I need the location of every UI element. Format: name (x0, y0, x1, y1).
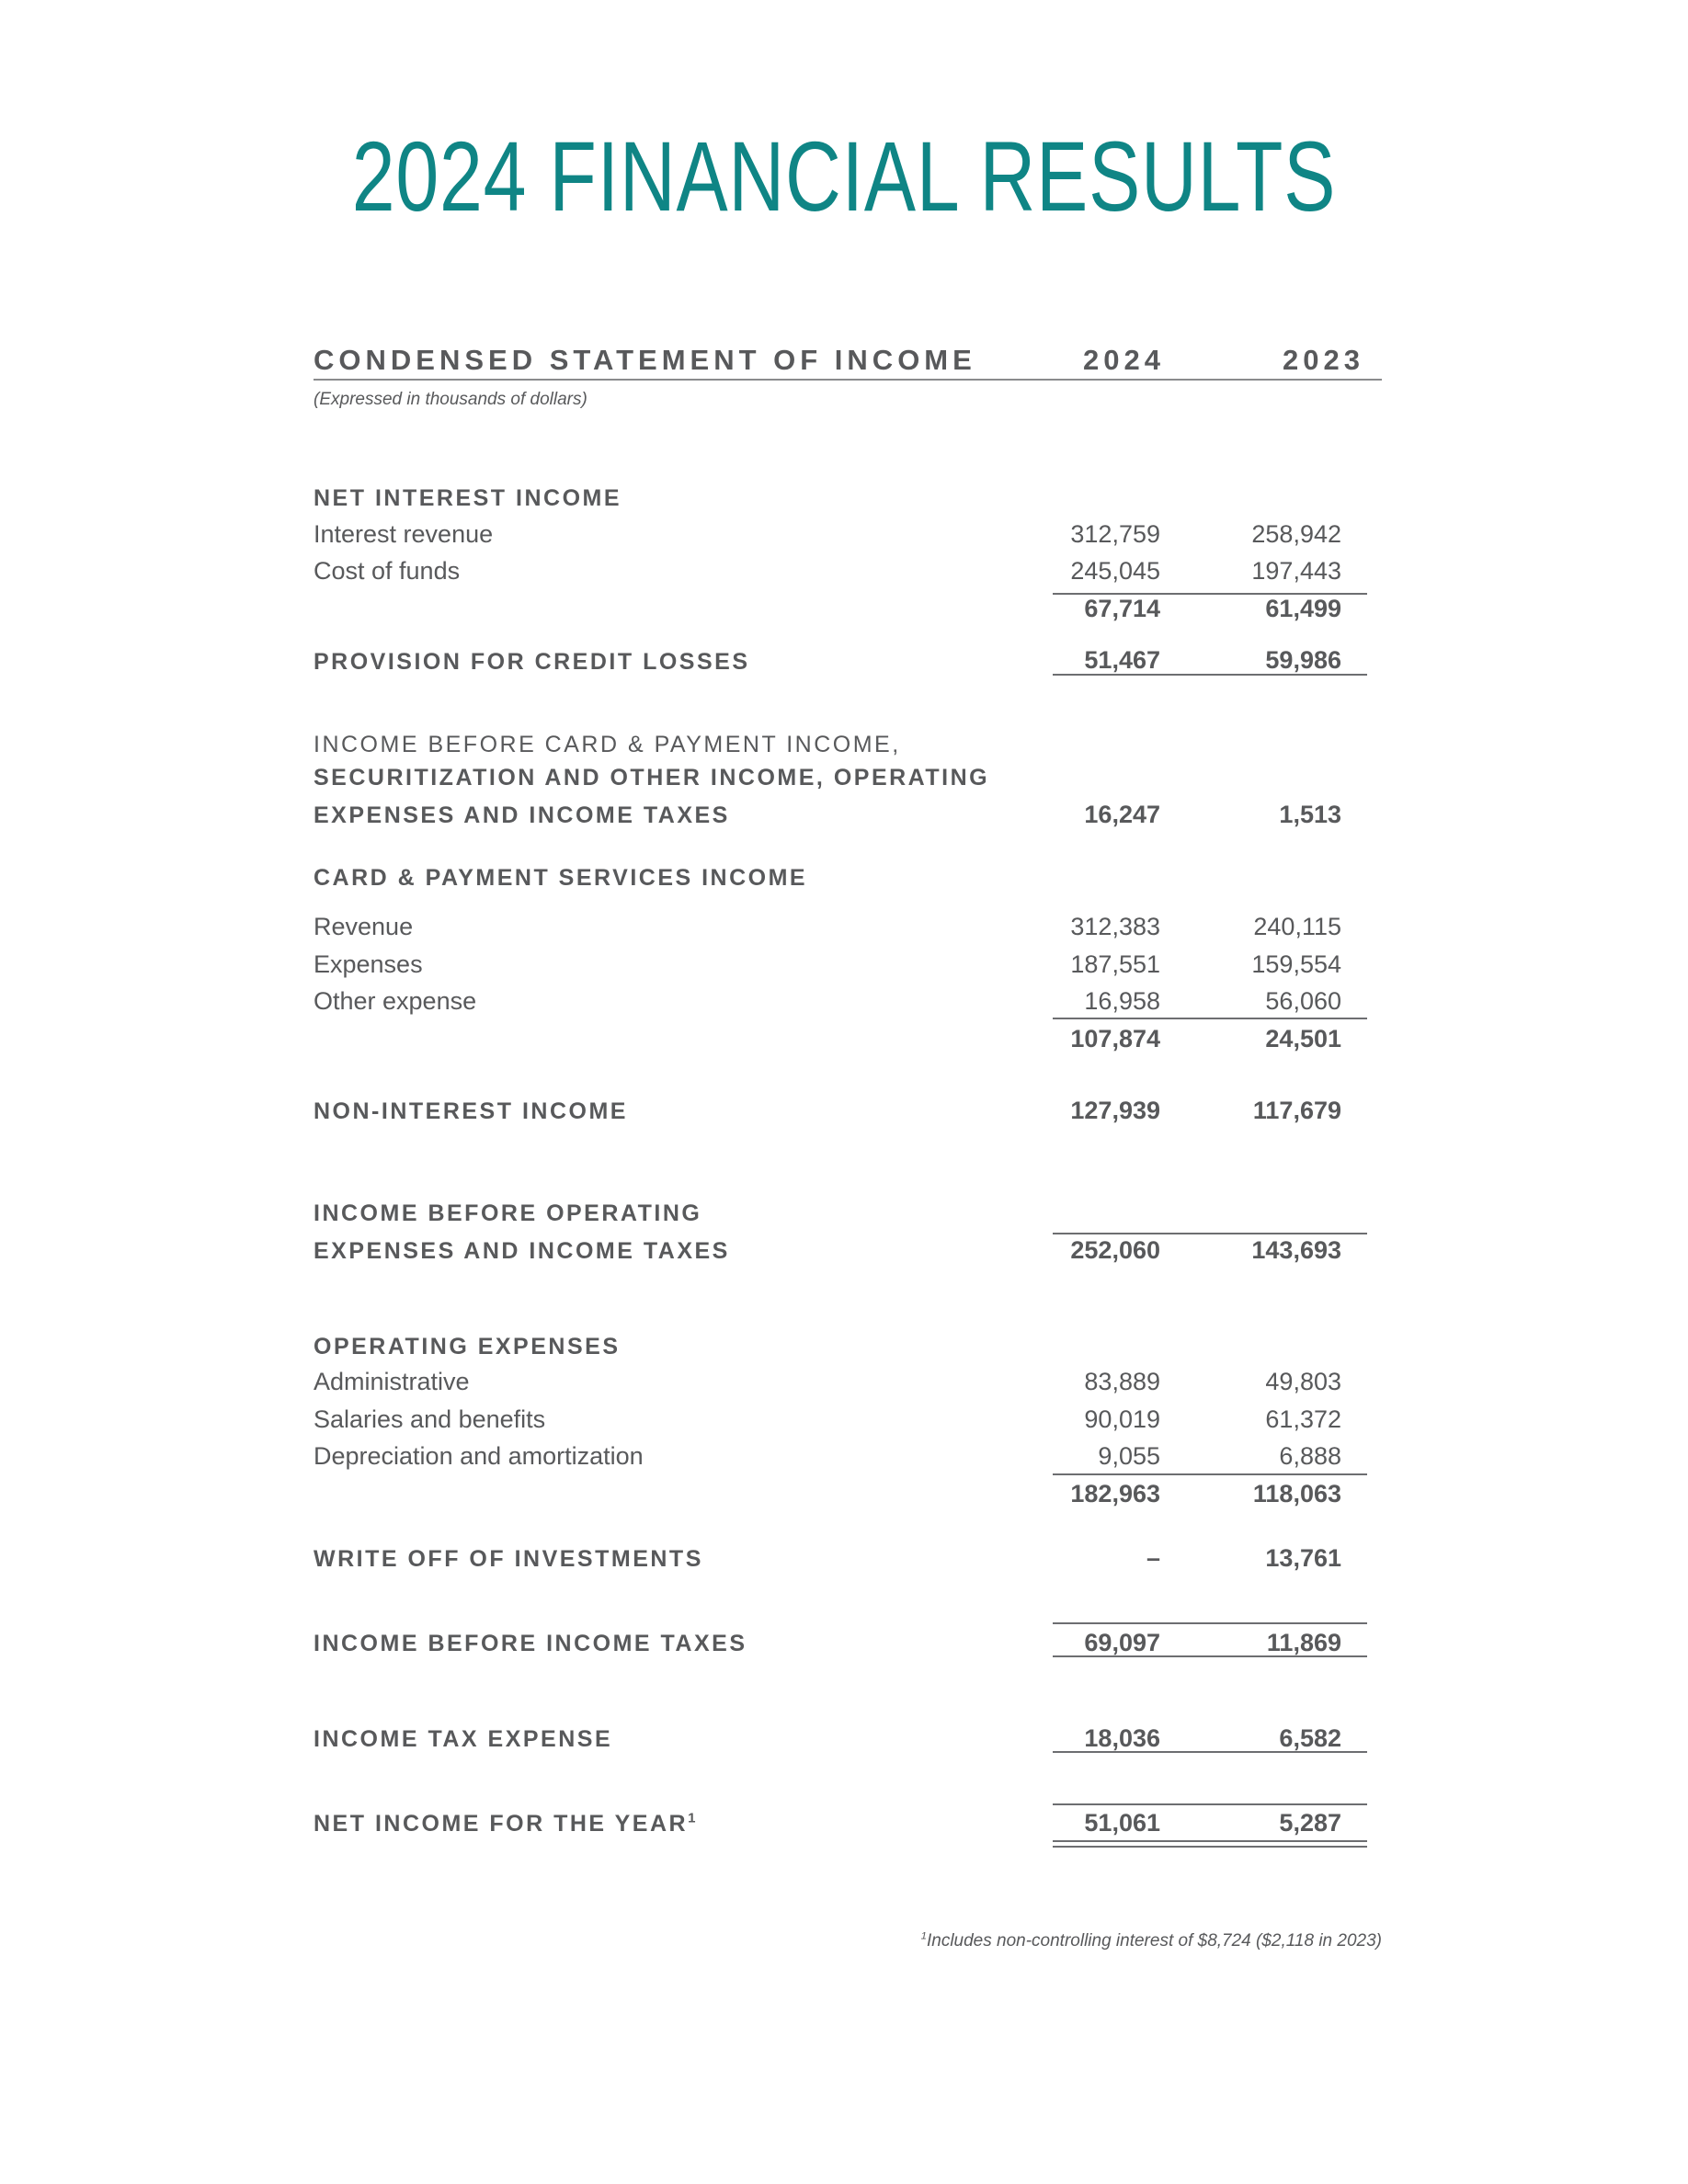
row-label: Expenses (314, 950, 423, 978)
column-header-2024: 2024 (1083, 344, 1165, 376)
write-off-2023: 13,761 (1265, 1544, 1341, 1572)
row-label: Salaries and benefits (314, 1405, 546, 1433)
income-before-operating-2023: 143,693 (1251, 1236, 1341, 1264)
subtotal-rule (1053, 1473, 1367, 1475)
row-label: Interest revenue (314, 520, 494, 548)
section-title-income-before-operating-line1: INCOME BEFORE OPERATING (314, 1200, 702, 1226)
income-before-operating-2024: 252,060 (1070, 1236, 1160, 1264)
footnote-mark: 1 (920, 1930, 927, 1942)
row-value-2023: 258,942 (1251, 520, 1341, 548)
header-rule (314, 379, 1382, 381)
subtotal-rule (1053, 1018, 1367, 1019)
row-value-2024: 187,551 (1070, 950, 1160, 978)
section-title-income-before-operating-line2: EXPENSES AND INCOME TAXES (314, 1238, 730, 1264)
net-income-top-rule (1053, 1803, 1367, 1805)
income-before-taxes-bottom-rule (1053, 1655, 1367, 1657)
page-title: 2024 FINANCIAL RESULTS (351, 120, 1337, 232)
row-value-2024: 83,889 (1084, 1368, 1160, 1395)
row-value-2023: 159,554 (1251, 950, 1341, 978)
subtotal-2024: 107,874 (1070, 1025, 1160, 1052)
section-title-income-before-card-line3: EXPENSES AND INCOME TAXES (314, 802, 730, 828)
row-value-2024: 245,045 (1070, 557, 1160, 585)
net-income-2024: 51,061 (1084, 1809, 1160, 1837)
row-value-2024: 16,958 (1084, 987, 1160, 1015)
income-before-taxes-2024: 69,097 (1084, 1629, 1160, 1656)
row-value-2024: 9,055 (1098, 1442, 1160, 1470)
provision-rule (1053, 674, 1367, 676)
provision-2024: 51,467 (1084, 646, 1160, 674)
section-title-income-before-card-line2: SECURITIZATION AND OTHER INCOME, OPERATING (314, 765, 990, 791)
income-tax-rule (1053, 1751, 1367, 1753)
row-value-2023: 61,372 (1265, 1405, 1341, 1433)
row-value-2024: 312,383 (1070, 913, 1160, 940)
row-value-2024: 312,759 (1070, 520, 1160, 548)
income-tax-2023: 6,582 (1279, 1724, 1341, 1752)
section-title-provision: PROVISION FOR CREDIT LOSSES (314, 649, 750, 675)
section-title-write-off: WRITE OFF OF INVESTMENTS (314, 1546, 703, 1572)
subtotal-2024: 67,714 (1084, 595, 1160, 622)
subtotal-2023: 24,501 (1265, 1025, 1341, 1052)
net-income-2023: 5,287 (1279, 1809, 1341, 1837)
statement-title: CONDENSED STATEMENT OF INCOME (314, 344, 976, 376)
non-interest-2023: 117,679 (1252, 1097, 1341, 1124)
units-note: (Expressed in thousands of dollars) (314, 390, 587, 409)
subtotal-2023: 118,063 (1252, 1480, 1341, 1507)
row-value-2023: 240,115 (1253, 913, 1341, 940)
row-label: Cost of funds (314, 557, 461, 585)
income-before-taxes-top-rule (1053, 1622, 1367, 1624)
write-off-2024: – (1146, 1544, 1160, 1572)
net-income-double-rule-1 (1053, 1840, 1367, 1842)
section-title-income-before-taxes: INCOME BEFORE INCOME TAXES (314, 1631, 747, 1656)
column-header-2023: 2023 (1283, 344, 1364, 376)
row-label: Administrative (314, 1368, 470, 1395)
footnote-mark: 1 (688, 1810, 698, 1826)
income-tax-2024: 18,036 (1084, 1724, 1160, 1752)
row-label: Depreciation and amortization (314, 1442, 644, 1470)
section-title-net-income: NET INCOME FOR THE YEAR$^1$ (314, 1810, 698, 1837)
subtotal-2023: 61,499 (1265, 595, 1341, 622)
section-title-net-interest: NET INTEREST INCOME (314, 485, 622, 511)
row-value-2023: 49,803 (1265, 1368, 1341, 1395)
section-title-operating-expenses: OPERATING EXPENSES (314, 1334, 621, 1359)
income-before-operating-rule (1053, 1233, 1367, 1234)
section-title-income-before-card-line1: INCOME BEFORE CARD & PAYMENT INCOME, (314, 732, 901, 757)
row-label: Other expense (314, 987, 477, 1015)
section-title-card-payment: CARD & PAYMENT SERVICES INCOME (314, 865, 808, 891)
section-title-income-tax: INCOME TAX EXPENSE (314, 1726, 613, 1752)
provision-2023: 59,986 (1265, 646, 1341, 674)
income-before-card-2023: 1,513 (1279, 801, 1341, 828)
row-value-2024: 90,019 (1084, 1405, 1160, 1433)
row-value-2023: 6,888 (1279, 1442, 1341, 1470)
income-before-taxes-2023: 11,869 (1266, 1629, 1341, 1656)
income-before-card-2024: 16,247 (1084, 801, 1160, 828)
footnote: $^1$Includes non-controlling interest of $8,724 ($2,118 in 2023) (920, 1930, 1382, 1951)
net-income-double-rule-2 (1053, 1846, 1367, 1848)
row-label: Revenue (314, 913, 414, 940)
subtotal-2024: 182,963 (1070, 1480, 1160, 1507)
row-value-2023: 197,443 (1251, 557, 1341, 585)
row-value-2023: 56,060 (1265, 987, 1341, 1015)
section-title-non-interest: NON-INTEREST INCOME (314, 1098, 628, 1124)
non-interest-2024: 127,939 (1070, 1097, 1160, 1124)
